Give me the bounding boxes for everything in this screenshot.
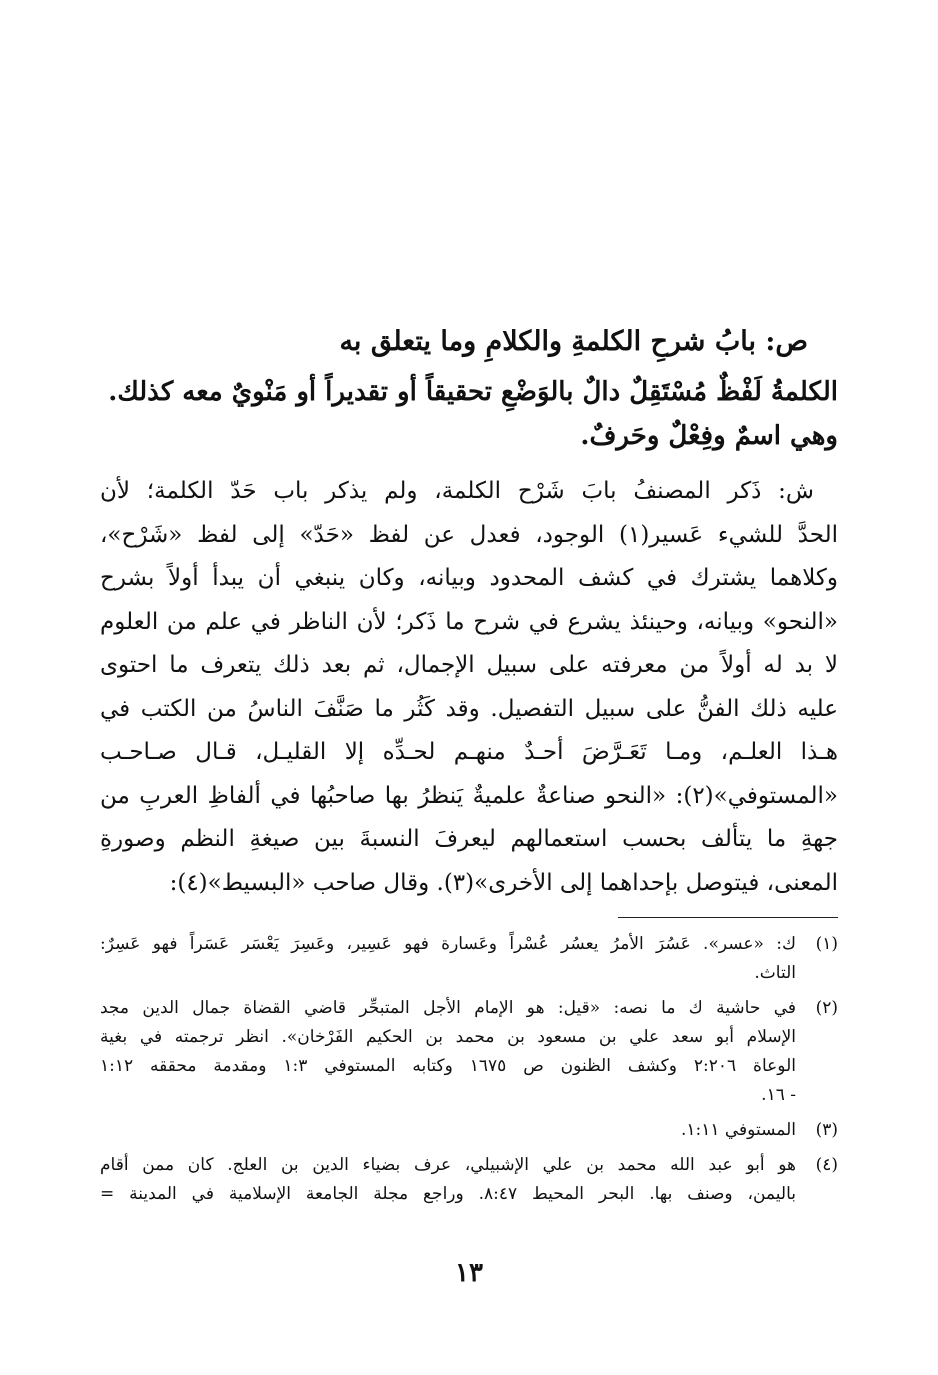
matn-line: الكلمةُ لَفْظٌ مُسْتَقِلٌ دالٌ بالوَضْعِ تحقيقاً أو تقديراً أو مَنْويٌ معه كذلك. <box>108 377 838 407</box>
footnote <box>100 994 838 1110</box>
matn-line: وهي اسمٌ وفِعْلٌ وحَرفٌ. <box>580 421 838 451</box>
body-line: لا بد له أولاً من معرفته على سبيل الإجمال، ثم بعد ذلك يتعرف ما احتوى <box>100 652 838 678</box>
footnote-line: الوعاة ٢:٢٠٦ وكشف الظنون ص ١٦٧٥ وكتابه المستوفي ١:٣ ومقدمة محققه ١:١٢ <box>100 1056 796 1076</box>
body-line: «المستوفي»(٢): «النحو صناعةٌ علميةٌ يَنظرُ بها صاحبُها في ألفاظِ العربِ من <box>100 782 838 809</box>
footnote-body <box>100 994 796 1110</box>
footnote-line: - ١٦. <box>761 1085 796 1105</box>
body-line: ش: ذَكر المصنفُ بابَ شَرْح الكلمة، ولم يذكر باب حَدّ الكلمة؛ لأن <box>100 478 814 504</box>
footnote-body <box>100 1151 796 1209</box>
footnote-line: هو أبو عبد الله محمد بن علي الإشبيلي، عرف بضياء الدين بن العلج. كان ممن أقام <box>100 1155 796 1175</box>
footnote-number: (١) <box>815 934 838 954</box>
section-heading: ص: بابُ شرحِ الكلمةِ والكلامِ وما يتعلق به <box>339 326 808 357</box>
footnotes <box>100 930 838 1215</box>
footnote-divider <box>618 917 838 918</box>
body-line: الحدَّ للشيء عَسير(١) الوجود، فعدل عن لفظ «حَدّ» إلى لفظ «شَرْح»، <box>100 521 838 548</box>
body-line: المعنى، فيتوصل بإحداهما إلى الأخرى»(٣). وقال صاحب «البسيط»(٤): <box>169 869 838 896</box>
body-line: عليه ذلك الفنُّ على سبيل التفصيل. وقد كَثُر ما صَنَّفَ الناسُ من الكتب في <box>100 695 838 722</box>
footnote-line: الإسلام أبو سعد علي بن مسعود بن محمد بن الحكيم الفَرْخان». انظر ترجمته في بغية <box>100 1027 796 1047</box>
body-line: هـذا العلـم، ومـا تَعَـرَّضَ أحـدٌ منهـم لحـدِّه إلا القليـل، قـال صـاحـب <box>100 739 838 765</box>
footnote-number: (٢) <box>815 998 838 1018</box>
footnote <box>100 1151 838 1209</box>
page-number: ١٣ <box>455 1258 483 1288</box>
footnote-line: باليمن، وصنف بها. البحر المحيط ٨:٤٧. وراجع مجلة الجامعة الإسلامية في المدينة = <box>100 1184 796 1204</box>
footnote <box>100 1116 838 1145</box>
matn-text <box>100 370 838 458</box>
footnote-line: في حاشية ك ما نصه: «قيل: هو الإمام الأجل المتبحِّر قاضي القضاة جمال الدين مجد <box>100 998 796 1018</box>
footnote-body <box>100 1116 796 1145</box>
footnote-number: (٤) <box>815 1155 838 1175</box>
footnote-number: (٣) <box>815 1120 838 1140</box>
body-line: جهةِ ما يتألف بحسب استعمالهم ليعرفَ النسبةَ بين صيغةِ النظم وصورةِ <box>100 826 838 852</box>
footnote-body <box>100 930 796 988</box>
commentary-text <box>100 470 838 905</box>
body-line: «النحو» وبيانه، وحينئذ يشرع في شرح ما ذَكر؛ لأن الناظر في علم من العلوم <box>100 608 838 635</box>
footnote <box>100 930 838 988</box>
footnote-line: المستوفي ١:١١. <box>680 1120 796 1140</box>
footnote-line: ك: «عسر». عَسُرَ الأمرُ يعسُر عُسْراً وعَسارة فهو عَسِير، وعَسِرَ يَعْسَر عَسَراً فهو عَسِرٌ: <box>100 934 796 954</box>
footnote-line: التاث. <box>754 963 796 983</box>
body-line: وكلاهما يشترك في كشف المحدود وبيانه، وكان ينبغي أن يبدأ أولاً بشرح <box>100 565 838 591</box>
